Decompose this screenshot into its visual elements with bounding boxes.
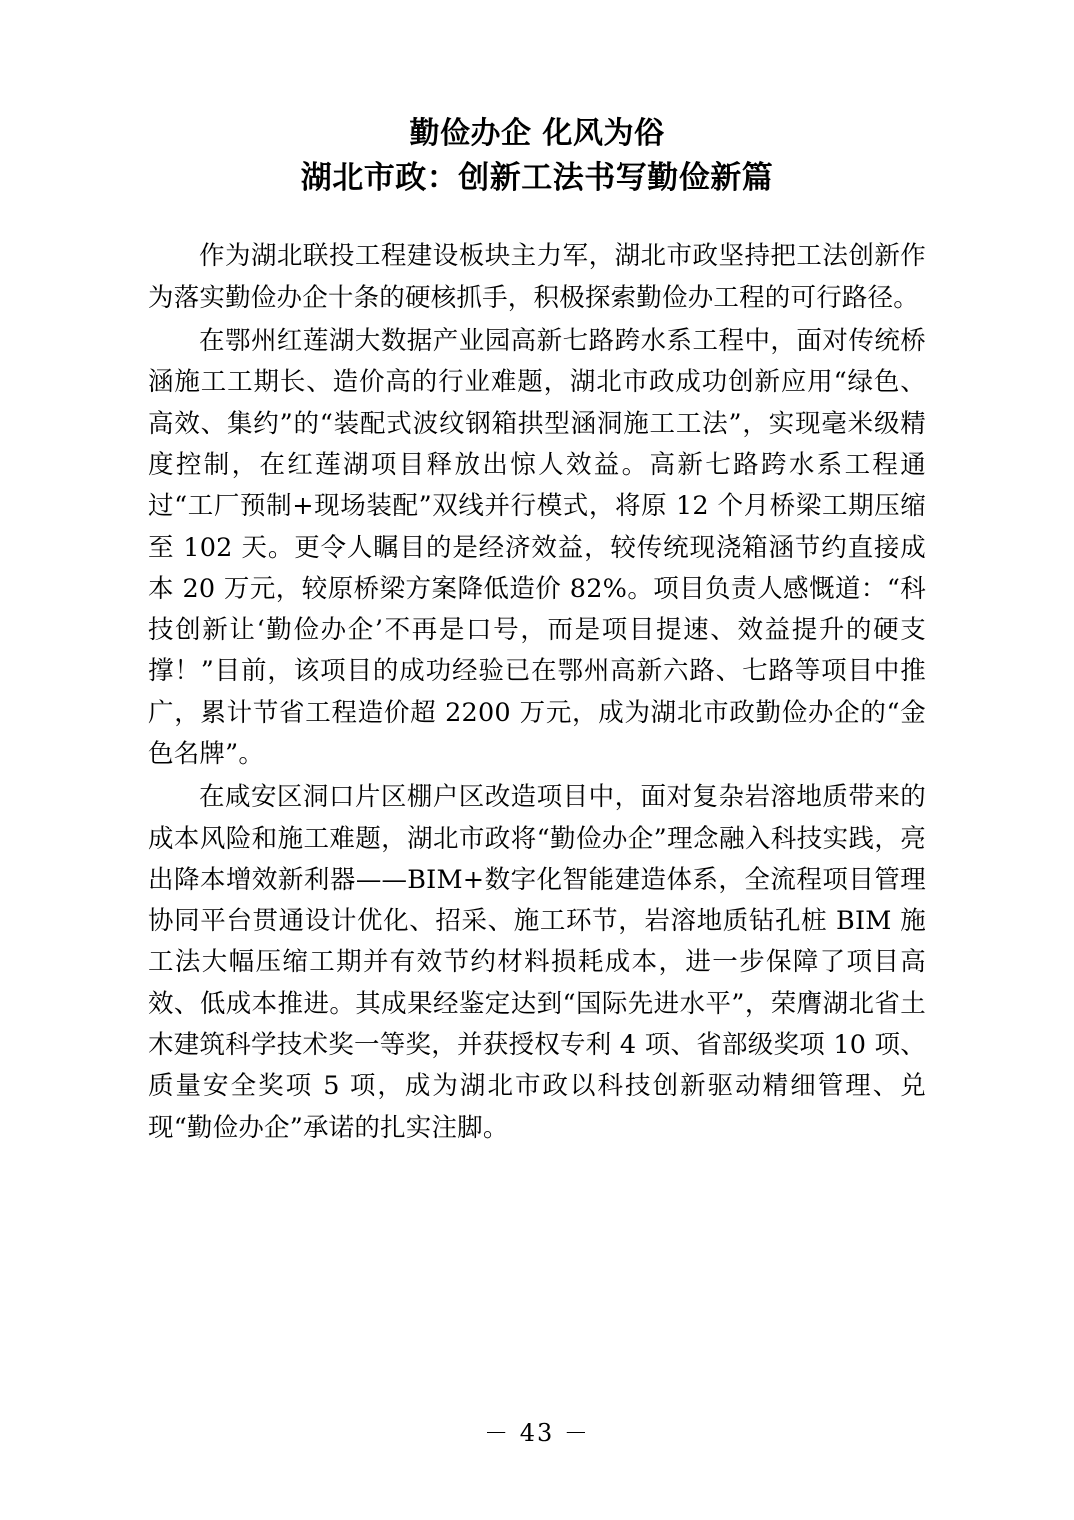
paragraph-3: 在咸安区洞口片区棚户区改造项目中，面对复杂岩溶地质带来的成本风险和施工难题，湖北市政将“勤俭办企”理念融入科技实践，亮出降本增效新利器——BIM+数字化智能建造体系，全流程项目管理协同平台贯通设计优化、招采、施工环节，岩溶地质钻孔桩 BIM 施工法大幅压缩工期并有效节约材料损耗成本，进一步保障了项目高效、低成本推进。其成果经鉴定达到“国际先进水平”，荣膺湖北省土木建筑科学技术奖一等奖，并获授权专利 4 项、省部级奖项 10 项、质量安全奖项 5 项，成为湖北市政以科技创新驱动精细管理、兑现“勤俭办企”承诺的扎实注脚。 bbox=[148, 782, 926, 1143]
title-line-sub: 湖北市政：创新工法书写勤俭新篇 bbox=[300, 159, 774, 196]
title-line-main: 勤俭办企 化风为俗 bbox=[409, 116, 665, 151]
paragraph-1: 作为湖北联投工程建设板块主力军，湖北市政坚持把工法创新作为落实勤俭办企十条的硬核抓手，积极探索勤俭办工程的可行路径。 bbox=[148, 241, 926, 313]
page-title bbox=[148, 112, 926, 200]
paragraph-2: 在鄂州红莲湖大数据产业园高新七路跨水系工程中，面对传统桥涵施工工期长、造价高的行业难题，湖北市政成功创新应用“绿色、高效、集约”的“装配式波纹钢箱拱型涵洞施工工法”，实现毫米级精度控制，在红莲湖项目释放出惊人效益。高新七路跨水系工程通过“工厂预制+现场装配”双线并行模式，将原 12 个月桥梁工期压缩至 102 天。更令人瞩目的是经济效益，较传统现浇箱涵节约直接成本 20 万元，较原桥梁方案降低造价 82%。项目负责人感慨道：“科技创新让‘勤俭办企’不再是口号，而是项目提速、效益提升的硬支撑！”目前，该项目的成功经验已在鄂州高新六路、七路等项目中推广，累计节省工程造价超 2200 万元，成为湖北市政勤俭办企的“金色名牌”。 bbox=[148, 326, 926, 769]
page-number: － 43 － bbox=[484, 1419, 590, 1447]
